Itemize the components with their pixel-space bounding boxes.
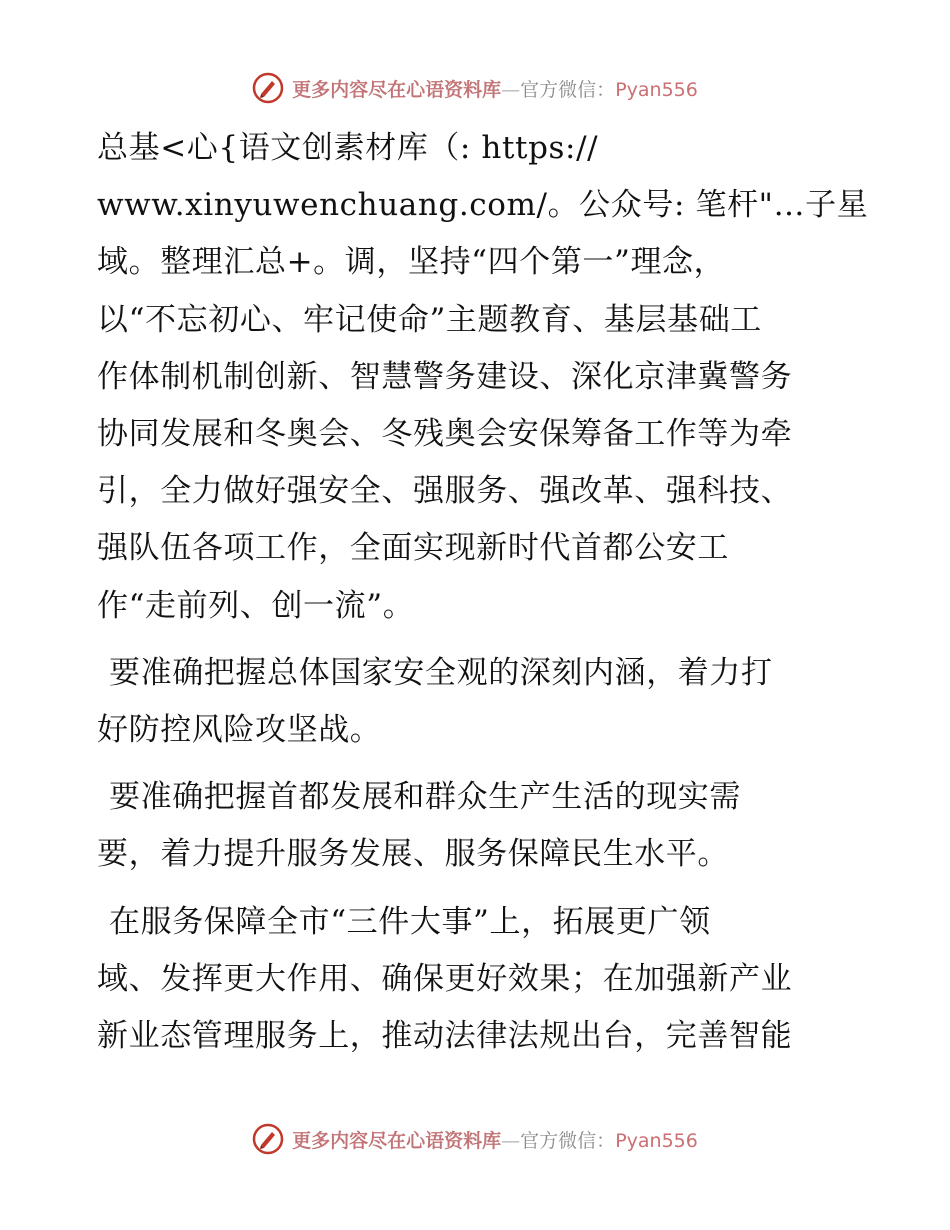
text-line: 新业态管理服务上，推动法律法规出台，完善智能 [97,1018,793,1055]
text-line: 要准确把握首都发展和群众生产生活的现实需 [109,779,741,816]
watermark-text [292,75,698,102]
header-watermark [0,72,950,104]
text-line: 强队伍各项工作，全面实现新时代首都公安工 [97,530,729,567]
text-line: 域。整理汇总+。调，坚持“四个第一”理念， [97,244,726,281]
text-line: 要，着力提升服务发展、服务保障民生水平。 [97,836,729,873]
pen-logo-icon [252,72,284,104]
watermark-dash: — [501,78,521,101]
watermark-text [292,1126,698,1153]
text-line: 协同发展和冬奥会、冬残奥会安保筹备工作等为牵 [97,416,793,453]
text-line: 以“不忘初心、牢记使命”主题教育、基层基础工 [97,301,762,338]
text-line: 好防控风险攻坚战。 [97,712,382,749]
watermark-dash: — [501,1129,521,1152]
text-line: 在服务保障全市“三件大事”上，拓展更广领 [109,903,711,940]
watermark-handle: Pyan556 [615,78,698,101]
pen-logo-icon [252,1123,284,1155]
paragraph-3 [97,769,857,883]
watermark-label: 官方微信： [520,1129,616,1152]
text-line: 域、发挥更大作用、确保更好效果；在加强新产业 [97,960,793,997]
text-line: 引，全力做好强安全、强服务、强改革、强科技、 [97,473,793,510]
text-line: 要准确把握总体国家安全观的深刻内涵，着力打 [109,654,773,691]
paragraph-4 [97,894,857,1066]
watermark-label: 官方微信： [520,78,616,101]
watermark-brand: 更多内容尽在心语资料库 [292,1129,502,1152]
paragraph-1 [97,120,869,635]
footer-watermark [0,1123,950,1155]
text-line: 作“走前列、创一流”。 [97,587,415,624]
text-line: 总基<心{语文创素材库（: https:// [97,130,599,166]
watermark-handle: Pyan556 [615,1129,698,1152]
document-body [97,120,869,1075]
watermark-brand: 更多内容尽在心语资料库 [292,78,502,101]
paragraph-2 [97,645,857,759]
text-line: 作体制机制创新、智慧警务建设、深化京津冀警务 [97,358,793,395]
text-line: www.xinyuwenchuang.com/。公众号: 笔杆"…子星 [97,187,869,224]
